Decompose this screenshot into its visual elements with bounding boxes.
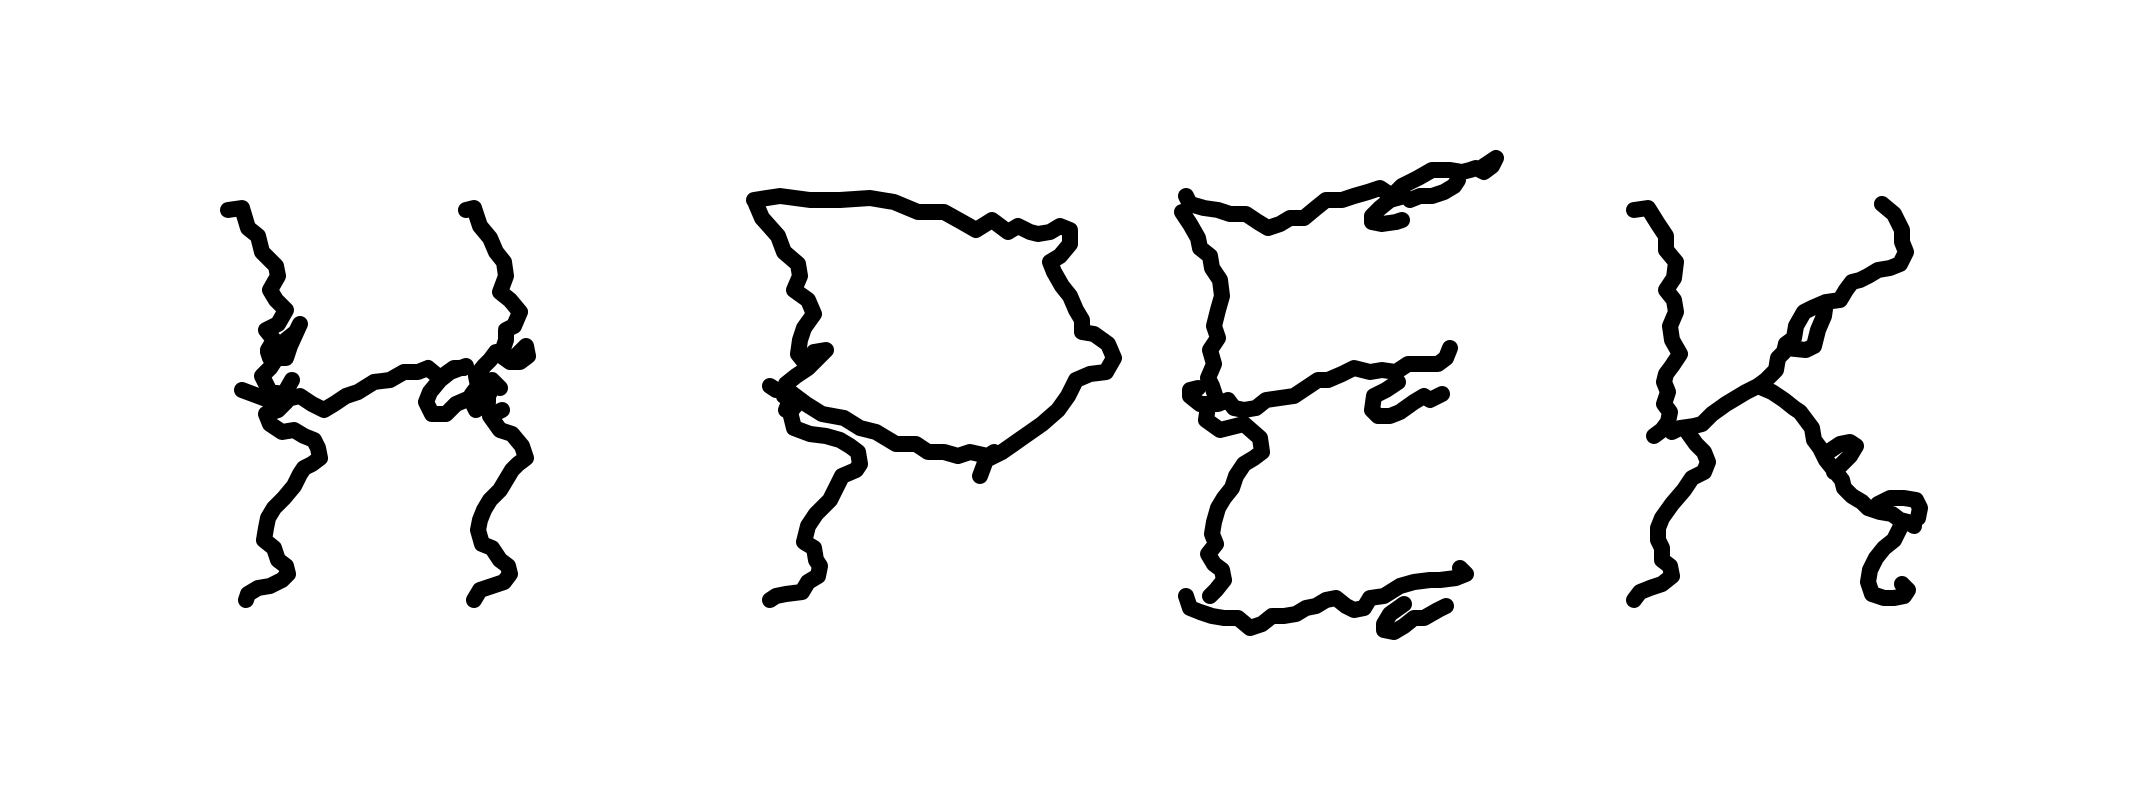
- captcha-letter-e: [1182, 158, 1496, 632]
- captcha-letter-k: [1634, 204, 1920, 600]
- captcha-letter-h: [228, 208, 528, 600]
- captcha-letter-p: [754, 196, 1114, 600]
